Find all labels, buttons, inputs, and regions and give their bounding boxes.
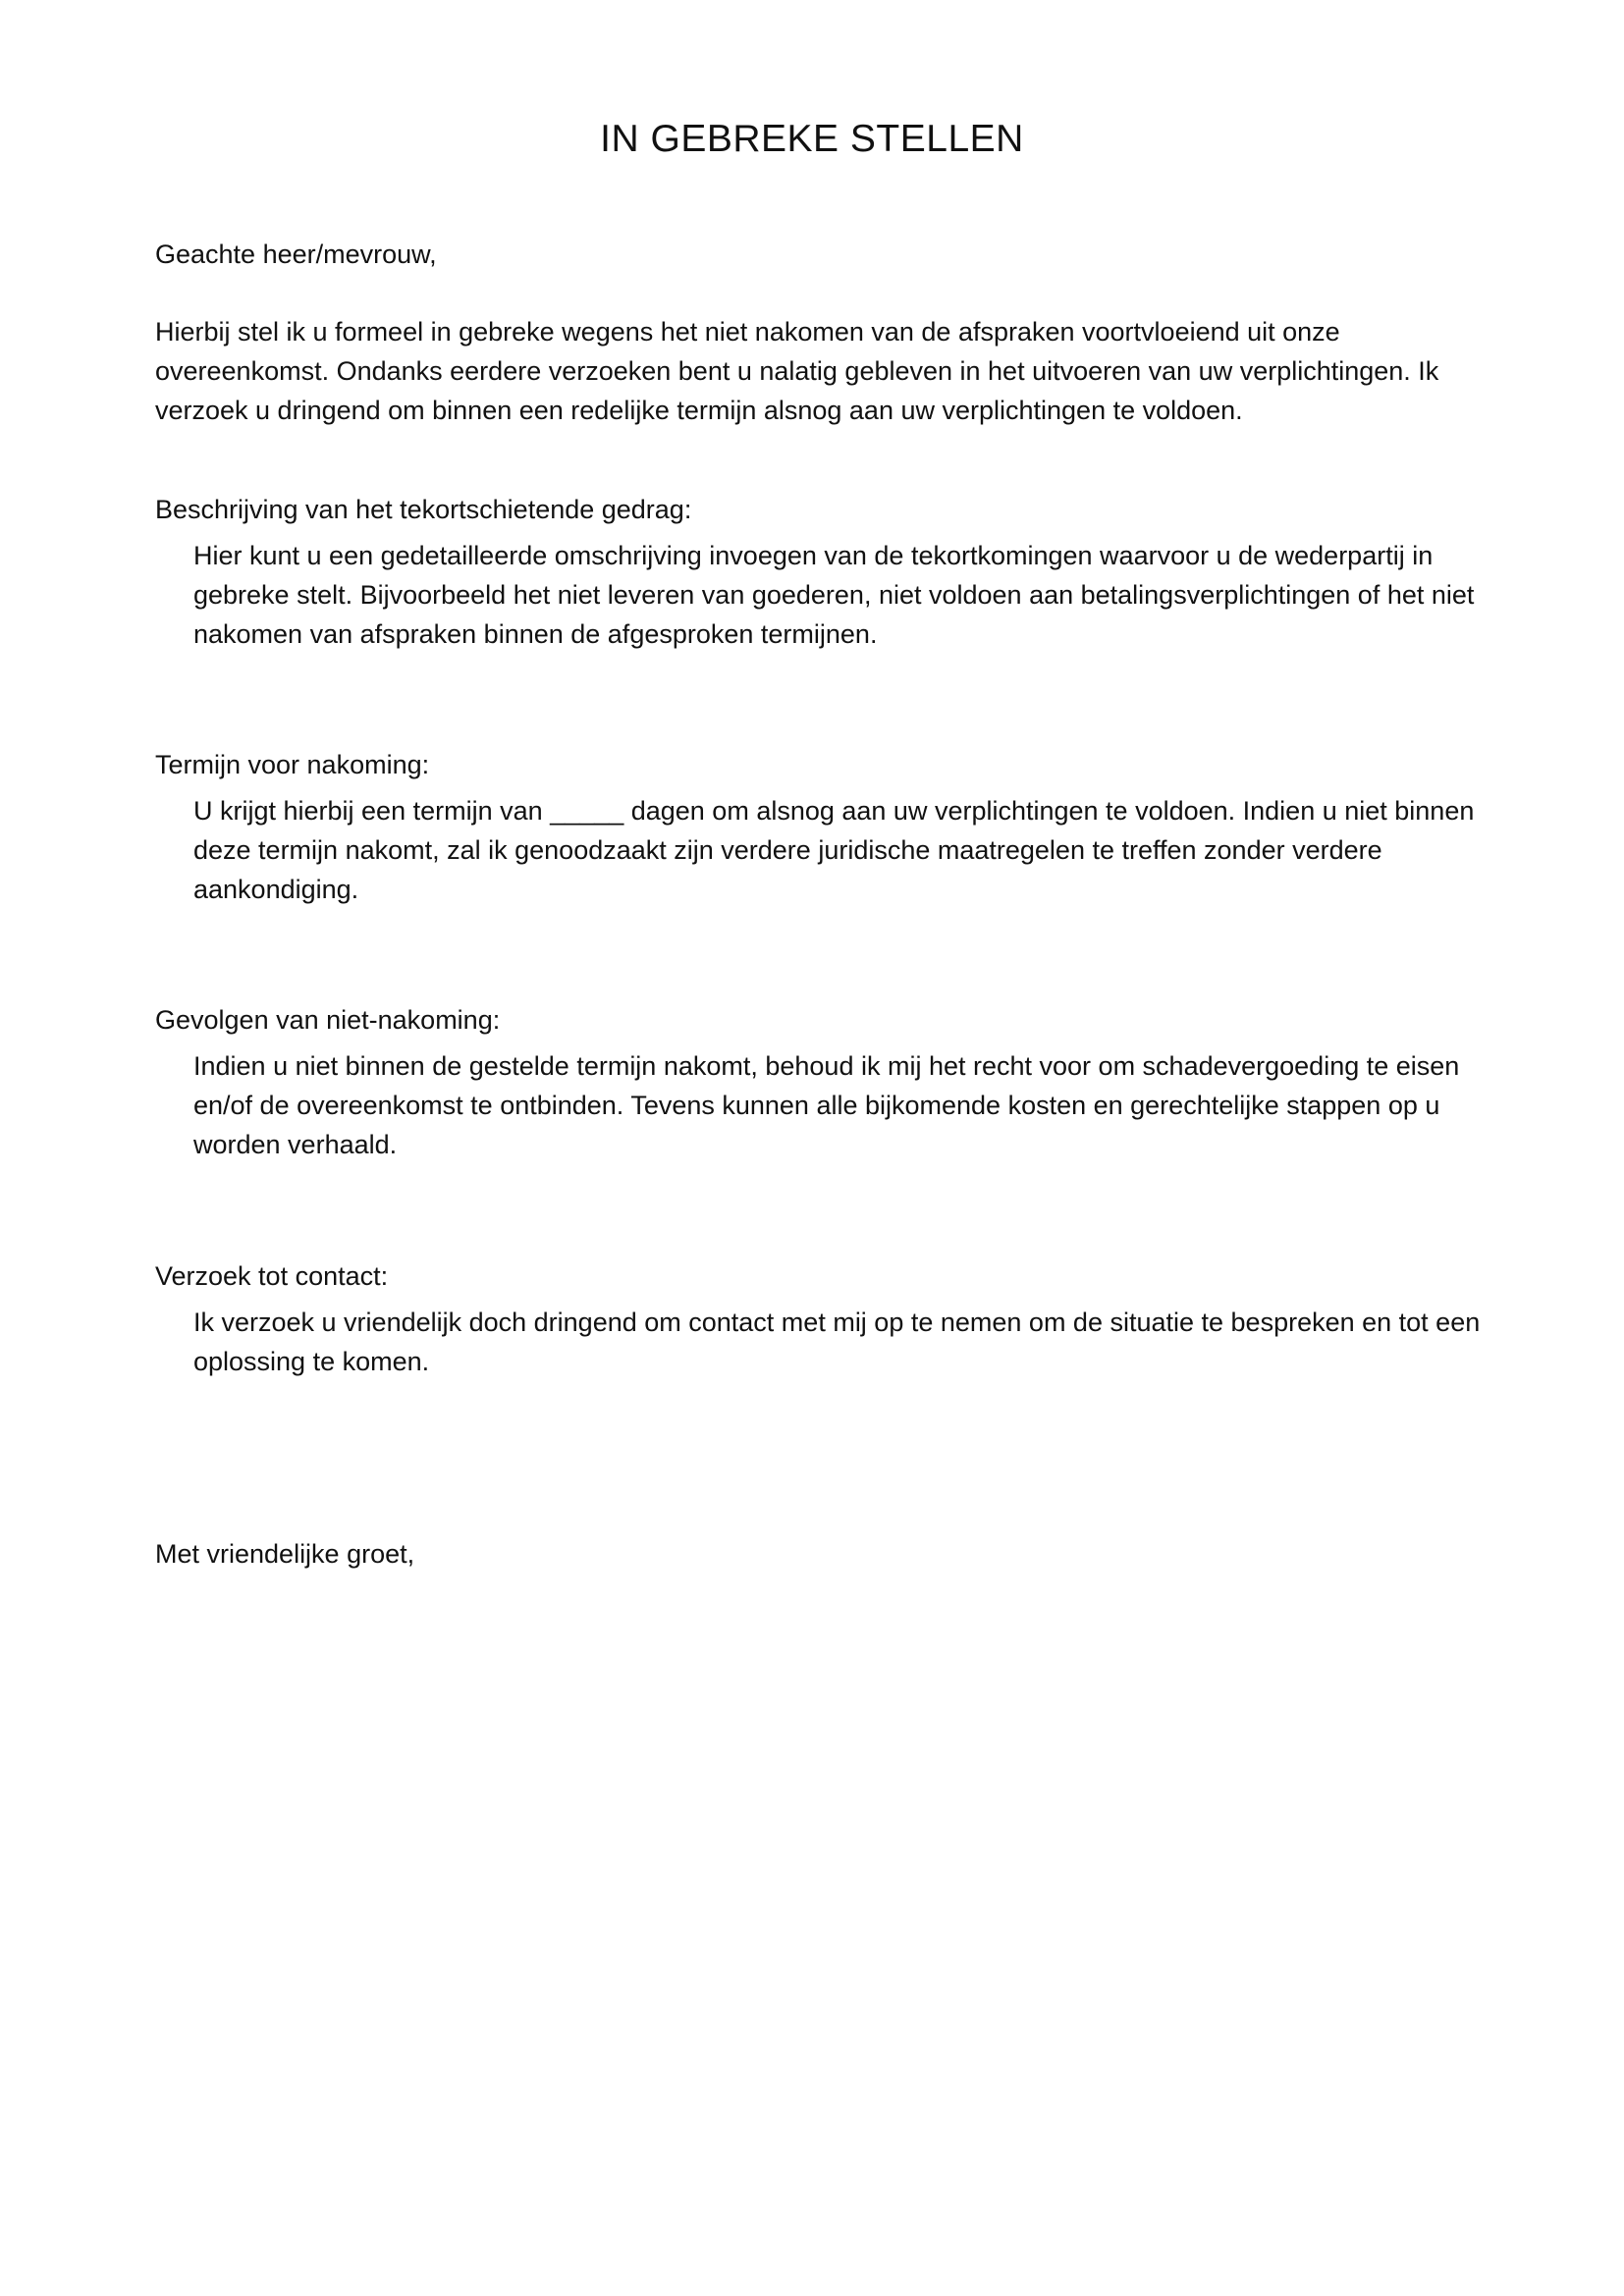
salutation: Geachte heer/mevrouw,: [155, 240, 437, 269]
section-body-description: Hier kunt u een gedetailleerde omschrijving invoegen van de tekortkomingen waarvoor u de wederpartij in gebreke stelt. Bijvoorbeeld het niet leveren van goederen, niet voldoen aan betalingsverplichtingen of het niet nakomen van afspraken binnen de afgesproken termijnen.: [193, 541, 1475, 649]
section-heading-description: Beschrijving van het tekortschietende gedrag:: [155, 495, 692, 524]
section-body-consequences: Indien u niet binnen de gestelde termijn nakomt, behoud ik mij het recht voor om schadevergoeding te eisen en/of de overeenkomst te ontbinden. Tevens kunnen alle bijkomende kosten en gerechtelijke stappen op u worden verhaald.: [193, 1051, 1460, 1159]
section-body-deadline: U krijgt hierbij een termijn van _____ dagen om alsnog aan uw verplichtingen te voldoen. Indien u niet binnen deze termijn nakomt, zal ik genoodzaakt zijn verdere juridische maatregelen te treffen zonder verdere aankondiging.: [193, 796, 1475, 904]
document-title: IN GEBREKE STELLEN: [600, 118, 1024, 160]
section-heading-contact: Verzoek tot contact:: [155, 1261, 389, 1291]
section-body-contact: Ik verzoek u vriendelijk doch dringend om contact met mij op te nemen om de situatie te bespreken en tot een oplossing te komen.: [193, 1308, 1481, 1376]
section-heading-consequences: Gevolgen van niet-nakoming:: [155, 1005, 501, 1035]
intro-paragraph: Hierbij stel ik u formeel in gebreke wegens het niet nakomen van de afspraken voortvloeiend uit onze overeenkomst. Ondanks eerdere verzoeken bent u nalatig gebleven in het uitvoeren van uw verplichtingen. Ik verzoek u dringend om binnen een redelijke termijn alsnog aan uw verplichtingen te voldoen.: [155, 317, 1439, 425]
closing: Met vriendelijke groet,: [155, 1539, 415, 1569]
section-heading-deadline: Termijn voor nakoming:: [155, 750, 430, 779]
